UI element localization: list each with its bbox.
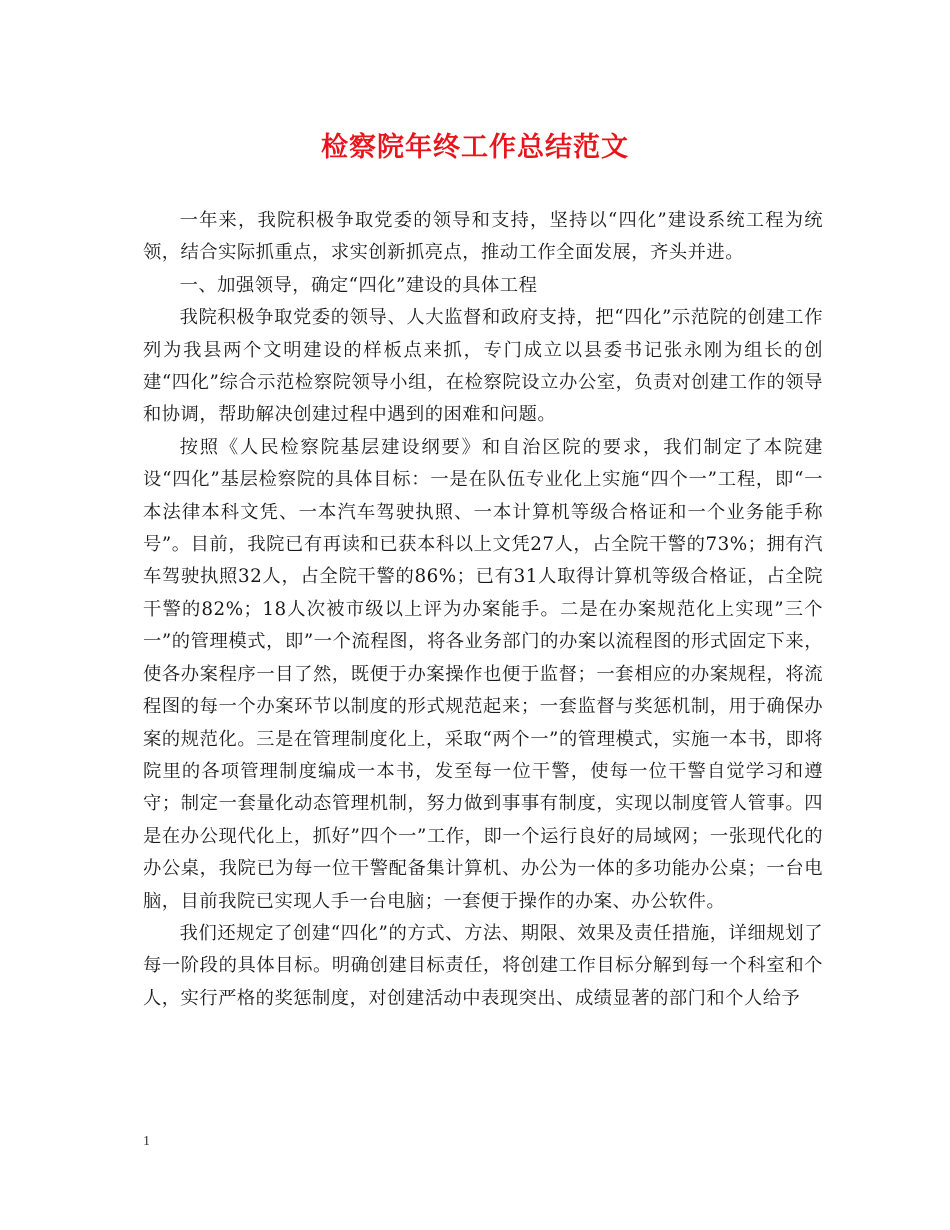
page-number: 1: [143, 1134, 150, 1149]
paragraph-goals: 按照《人民检察院基层建设纲要》和自治区院的要求，我们制定了本院建设“四化”基层检察院的具体目标：一是在队伍专业化上实施“四个一”工程，即“一本法律本科文凭、一本汽车驾驶执照、一本计算机等级合格证和一个业务能手称号”。目前，我院已有再读和已获本科以上文凭27人，占全院干警的73%；拥有汽车驾驶执照32人，占全院干警的86%；已有31人取得计算机等级合格证，占全院干警的82%；18人次被市级以上评为办案能手。二是在办案规范化上实现”三个一”的管理模式，即”一个流程图，将各业务部门的办案以流程图的形式固定下来，使各办案程序一目了然，既便于办案操作也便于监督；一套相应的办案规程，将流程图的每一个办案环节以制度的形式规范起来；一套监督与奖惩机制，用于确保办案的规范化。三是在管理制度化上，采取“两个一”的管理模式，实施一本书，即将院里的各项管理制度编成一本书，发至每一位干警，使每一位干警自觉学习和遵守；制定一套量化动态管理机制，努力做到事事有制度，实现以制度管人管事。四是在办公现代化上，抓好”四个一”工作，即一个运行良好的局域网；一张现代化的办公桌，我院已为每一位干警配备集计算机、办公为一体的多功能办公桌；一台电脑，目前我院已实现人手一台电脑；一套便于操作的办案、办公软件。: [143, 436, 823, 912]
paragraph-leadership: 我院积极争取党委的领导、人大监督和政府支持，把“四化”示范院的创建工作列为我县两个文明建设的样板点来抓，专门成立以县委书记张永刚为组长的创建“四化”综合示范检察院领导小组，在检察院设立办公室，负责对创建工作的领导和协调，帮助解决创建过程中遇到的困难和问题。: [143, 307, 823, 426]
document-body: [143, 205, 823, 1015]
document-title: 检察院年终工作总结范文: [321, 132, 629, 163]
paragraph-measures: 我们还规定了创建“四化”的方式、方法、期限、效果及责任措施，详细规划了每一阶段的具体目标。明确创建目标责任，将创建工作目标分解到每一个科室和个人，实行严格的奖惩制度，对创建活动中表现突出、成绩显著的部门和个人给予: [143, 922, 823, 1009]
section-heading-1: 一、加强领导，确定“四化”建设的具体工程: [179, 274, 538, 296]
paragraph-intro: 一年来，我院积极争取党委的领导和支持，坚持以“四化”建设系统工程为统领，结合实际抓重点，求实创新抓亮点，推动工作全面发展，齐头并进。: [143, 210, 823, 264]
